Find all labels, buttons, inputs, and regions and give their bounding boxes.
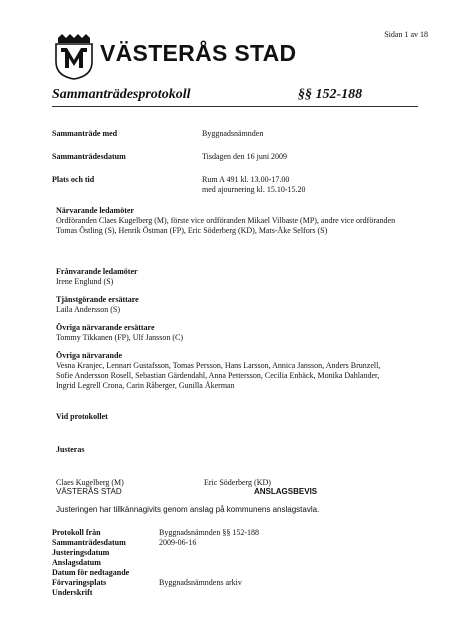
members-text: Ordföranden Claes Kugelberg (M), förste vice ordföranden Mikael Vilbaste (MP), andre vice ordföranden Tomas Östling (S), Henrik Östman (FP), Eric Söderberg (KD), Mats-Åke Selfors (S) bbox=[56, 216, 396, 235]
adjusted-label: Justeras bbox=[56, 445, 85, 454]
absent-heading: Frånvarande ledamöter bbox=[56, 267, 138, 276]
document-title-row bbox=[52, 87, 382, 103]
record-value: Byggnadsnämndens arkiv bbox=[159, 578, 242, 587]
signer-adjuster: Eric Söderberg (KD) bbox=[204, 478, 271, 487]
record-label: Sammanträdesdatum bbox=[52, 538, 126, 547]
record-label: Justeringsdatum bbox=[52, 548, 110, 557]
meta-value: Byggnadsnämnden bbox=[202, 129, 264, 138]
meta-label: Plats och tid bbox=[52, 175, 95, 184]
title-divider bbox=[52, 106, 418, 107]
others-present-heading: Övriga närvarande bbox=[56, 351, 122, 360]
record-label: Datum för nedtagande bbox=[52, 568, 130, 577]
record-value: 2009-06-16 bbox=[159, 538, 197, 547]
notice-title: ANSLAGSBEVIS bbox=[254, 487, 318, 496]
record-label: Anslagsdatum bbox=[52, 558, 101, 567]
organization-name: VÄSTERÅS STAD bbox=[100, 40, 297, 66]
meta-label: Sammanträde med bbox=[52, 129, 118, 138]
document-title: Sammanträdesprotokoll bbox=[52, 87, 191, 102]
minutes-taker-label: Vid protokollet bbox=[56, 412, 108, 421]
meta-value: Rum A 491 kl. 13.00-17.00 bbox=[202, 175, 290, 184]
substitutes-heading: Tjänstgörande ersättare bbox=[56, 295, 139, 304]
other-substitutes-heading: Övriga närvarande ersättare bbox=[56, 323, 155, 332]
record-value: Byggnadsnämnden §§ 152-188 bbox=[159, 528, 259, 537]
document-sections: §§ 152-188 bbox=[298, 87, 363, 102]
record-label: Förvaringsplats bbox=[52, 578, 107, 587]
meta-value-continued: med ajournering kl. 15.10-15.20 bbox=[202, 185, 306, 194]
record-label: Protokoll från bbox=[52, 528, 101, 537]
other-substitutes-text: Tommy Tikkanen (FP), Ulf Jansson (C) bbox=[56, 333, 184, 342]
record-label: Underskrift bbox=[52, 588, 93, 597]
meta-value: Tisdagen den 16 juni 2009 bbox=[202, 152, 288, 161]
footer-organization: VÄSTERÅS STAD bbox=[56, 487, 122, 496]
coat-of-arms-logo bbox=[52, 32, 96, 80]
signer-chair: Claes Kugelberg (M) bbox=[56, 478, 124, 487]
meta-label: Sammanträdesdatum bbox=[52, 152, 126, 161]
others-present-text: Vesna Kranjec, Lennart Gustafsson, Tomas Persson, Hans Larsson, Annica Jansson, Anders Brunzell, Sofie Andersson Rosell, Sebastian Gärdendahl, Anna Pettersson, Cecilia Enbäck, Monika Dahlander, Ingrid Legrell Crona, Carin Råberger, Gunilla Åkerman bbox=[56, 361, 381, 390]
substitutes-text: Laila Andersson (S) bbox=[56, 305, 120, 314]
notice-text: Justeringen har tillkännagivits genom anslag på kommunens anslagstavla. bbox=[56, 505, 320, 514]
absent-text: Irene Englund (S) bbox=[56, 277, 114, 286]
page-number: Sidan 1 av 18 bbox=[384, 30, 428, 39]
members-heading: Närvarande ledamöter bbox=[56, 206, 134, 215]
